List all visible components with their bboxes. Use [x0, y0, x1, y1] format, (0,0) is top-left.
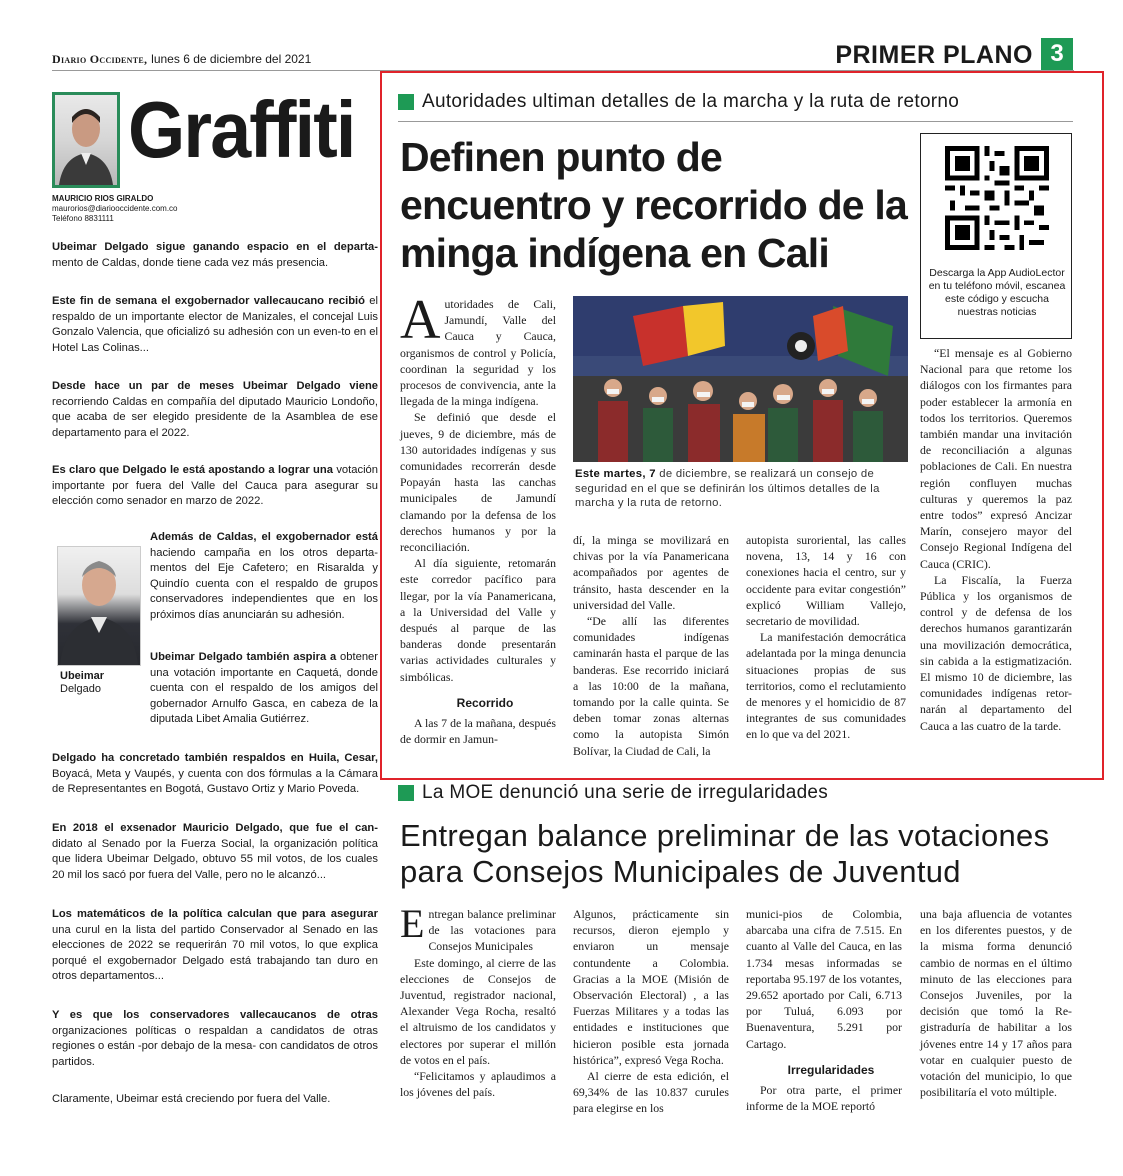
subhead-recorrido: Recorrido — [456, 695, 514, 710]
graffiti-paragraph: Ubeimar Delgado también aspira a obtener una votación importante en Caquetá, donde cuenta con el respaldo de los amigos del gobernador Arnulfo Gasca, en cabeza de la diputada Libet Amalia Gutiérrez. — [150, 651, 378, 725]
newspaper-brand: Diario Occidente, — [52, 52, 148, 66]
graffiti-paragraph: Además de Caldas, el exgobernador está haciendo campaña en los otros departa-mentos del Eje Cafetero; en Risaralda y Quindío cuenta con el respaldo de grupos conservadores independientes que en los próximos días anunciarán su adhesión. — [150, 531, 378, 621]
page-number: 3 — [1041, 38, 1073, 70]
main-story-column-3: autopista suroriental, las calles novena, 13, 14 y 16 con conexiones hacia el centro, sur y occidente para evitar congestión” explicó William Vallejo, secretario de movilidad. La manifestación democrática adelantada por la minga denuncia situaciones propias de sus territorios, como el reclutamiento de menores y el homicidio de 87 integrantes de sus comunidades en lo que va del 2021. — [746, 533, 906, 742]
main-story-headline: Definen punto de encuentro y recorrido de la minga indígena en Cali — [400, 134, 907, 276]
author-photo — [52, 92, 120, 188]
green-square-icon — [398, 785, 414, 801]
issue-date: lunes 6 de diciembre del 2021 — [151, 52, 312, 66]
author-info — [52, 194, 178, 224]
graffiti-paragraph: En 2018 el exsenador Mauricio Delgado, que fue el can- didato al Senado por la Fuerza Social, la organización política que lidera Ubeimar Delgado, obtuvo 55 mil votos, de los cuales 20 mil los sacó por fuera del Valle, pero no le alcanzó... — [52, 822, 378, 881]
subhead-irregularidades: Irregularidades — [787, 1062, 875, 1077]
minga-photo — [573, 296, 908, 462]
second-story-column-1: Entregan balance preliminar de las votaciones para Consejos Municipales Este domingo, al cierre de las elecciones de Consejos de Juventud, registrador nacional, Alexander Vega Rocha, resaltó el altruismo de los candidatos y electores por superar el millón de votos en el país. “Felicitamos y aplaudimos a los jóvenes del país. — [400, 901, 556, 1100]
main-story-kicker: Autoridades ultiman detalles de la marcha y la ruta de retorno — [398, 91, 959, 113]
graffiti-title: Graffiti — [128, 85, 355, 174]
second-story-kicker: La MOE denunció una serie de irregularidades — [398, 782, 828, 804]
second-story-column-3: munici-pios de Colombia, abarcaba una cifra de 7.515. En cuanto al Valle del Cauca, en las 1.734 mesas informadas se reportaba 95.197 de los votantes, 29.652 aportado por Cali, 6.713 por Tuluá, 6.093 por Buenaventura, 5.291 por Cartago. Irregularidades Por otra parte, el primer informe de la MOE reportó — [746, 907, 902, 1114]
second-story-column-4: una baja afluencia de votantes en los diferentes puestos, y de la misma forma denunció cambio de normas en el último minuto de las elecciones para Consejos Juveniles, por la decisión que tomó la Re-gistraduría de habilitar a los jóvenes entre 14 y 17 años para votar en cualquier puesto de votación del municipio, lo que posibilitaría el voto múltiple. — [920, 907, 1072, 1100]
drop-cap: E — [400, 901, 425, 946]
main-story-column-4: “El mensaje es al Gobierno Nacional para que retome los diálogos con los firmantes para poder establecer la armonía en todos los territorios. Queremos también mandar una invitación de reconciliación a algunas poblaciones de Cali. En nuestra región confluyen muchas culturas y queremos la paz entre todos” expresó Ancizar Marín, consejero mayor del Consejo Regional Indígena del Cauca (CRIC). La Fiscalía, la Fuerza Pública y los organismos de control y de defensa de los derechos humanos garantizarán una movilización democrática, sin cabida a la estigmatización. El mismo 10 de diciembre, las comunidades indígenas retor-narán al departamento del Cauca a las cuatro de la tarde. — [920, 346, 1072, 733]
graffiti-paragraph: Ubeimar Delgado sigue ganando espacio en el departa- mento de Caldas, donde tiene cada vez más presencia. — [52, 241, 378, 269]
ubeimar-photo-caption: Ubeimar Delgado — [60, 670, 105, 695]
audiolector-promo[interactable] — [920, 133, 1072, 339]
masthead — [52, 52, 311, 67]
graffiti-paragraph: Este fin de semana el exgobernador vallecaucano recibió el respaldo de un importante elector de Manizales, el concejal Luis Gonzalo Valencia, que oficializó su adhesión con un even-to en el Hotel Las Colinas... — [52, 295, 378, 354]
main-story-column-2: dí, la minga se movilizará en chivas por la vía Panamericana acompañados por agentes de tránsito, hasta descender en la universidad del Valle. “De allí las diferentes comunidades indígenas caminarán hasta el parque de las banderas. Ese recorrido iniciará a las 10:00 de la mañana, tomando por la calle quinta. Se deben tomar zonas alternas como la autopista Simón Bolívar, la Ciudad de Cali, la — [573, 533, 729, 758]
graffiti-paragraph: Delgado ha concretado también respaldos en Huila, Cesar, Boyacá, Meta y Vaupés, y cuenta con dos fórmulas a la Cámara de Representantes en Bogotá, Gustavo Ortiz y Mario Poveda. — [52, 752, 378, 795]
ubeimar-photo — [57, 546, 141, 666]
qr-code-icon[interactable] — [945, 146, 1049, 250]
green-square-icon — [398, 94, 414, 110]
qr-promo-text: Descarga la App AudioLector en tu teléfono móvil, escanea este código y escucha nuestras noticias — [928, 267, 1066, 318]
graffiti-paragraph: Claramente, Ubeimar está creciendo por fuera del Valle. — [52, 1093, 331, 1105]
graffiti-paragraph: Es claro que Delgado le está apostando a lograr una votación importante por fuera del Valle del Cauca para asegurar su elección como senador en marzo de 2022. — [52, 464, 378, 507]
section-title: PRIMER PLANO — [835, 41, 1033, 69]
author-email[interactable]: maurorios@diariooccidente.com.co — [52, 204, 178, 213]
photo-caption: Este martes, 7 de diciembre, se realizará un consejo de seguridad en el que se definirán los últimos detalles de la marcha y la ruta de retorno. — [575, 468, 880, 509]
second-story-column-2: Algunos, prácticamente sin recursos, dieron ejemplo y enviaron un mensaje contundente a Colombia. Gracias a la MOE (Misión de Observación Electoral) , a las Fuerzas Militares y a todas las entidades e instituciones que hicieron posible esta jornada histórica”, expresó Vega Rocha. Al cierre de esta edición, el 69,34% de las 10.837 curules para elegirse en los — [573, 907, 729, 1116]
author-phone: Teléfono 8831111 — [52, 214, 114, 223]
second-story-headline: Entregan balance preliminar de las votaciones para Consejos Municipales de Juventud — [400, 818, 1050, 889]
kicker-divider — [398, 121, 1073, 122]
graffiti-paragraph: Y es que los conservadores vallecaucanos de otras organizaciones políticas o respaldan a candidatos de otras regiones o están -por debajo de la mesa- con candidatos de otros partidos. — [52, 1009, 378, 1068]
drop-cap: A — [400, 289, 441, 351]
author-name: MAURICIO RIOS GIRALDO — [52, 194, 154, 203]
graffiti-paragraph: Desde hace un par de meses Ubeimar Delgado viene recorriendo Caldas en compañía del diputado Mauricio Londoño, que acaba de ser elegido presidente de la Asamblea de ese departamento para el 2022. — [52, 380, 378, 439]
graffiti-paragraph: Los matemáticos de la política calculan que para asegurar una curul en la lista del partido Conservador al Senado en las elecciones de 2022 se requerirán 70 mil votos, lo que explica porqué el exgobernador Delgado está trabajando tan duro en otros departamentos... — [52, 908, 378, 982]
main-story-column-1: Autoridades de Cali, Jamundí, Valle del Cauca y Cauca, organismos de control y Policía, coordinan la seguridad y los procesos de convivencia, ante la llegada de la minga indígena. Se definió que desde el jueves, 9 de diciembre, más de 130 autoridades indígenas y sus comunidades recorrerán desde Popayán hasta las canchas municipales de Jamundí clamando por la defensa de los derechos humanos y por la reconciliación. Al día siguiente, retomarán este corredor pacífico para llegar, por la vía Panamericana, a la Universidad del Valle y después al parque de las banderas donde presentarán varias actividades culturales y simbólicas. Recorrido A las 7 de la mañana, después de dormir en Jamun- — [400, 289, 556, 747]
